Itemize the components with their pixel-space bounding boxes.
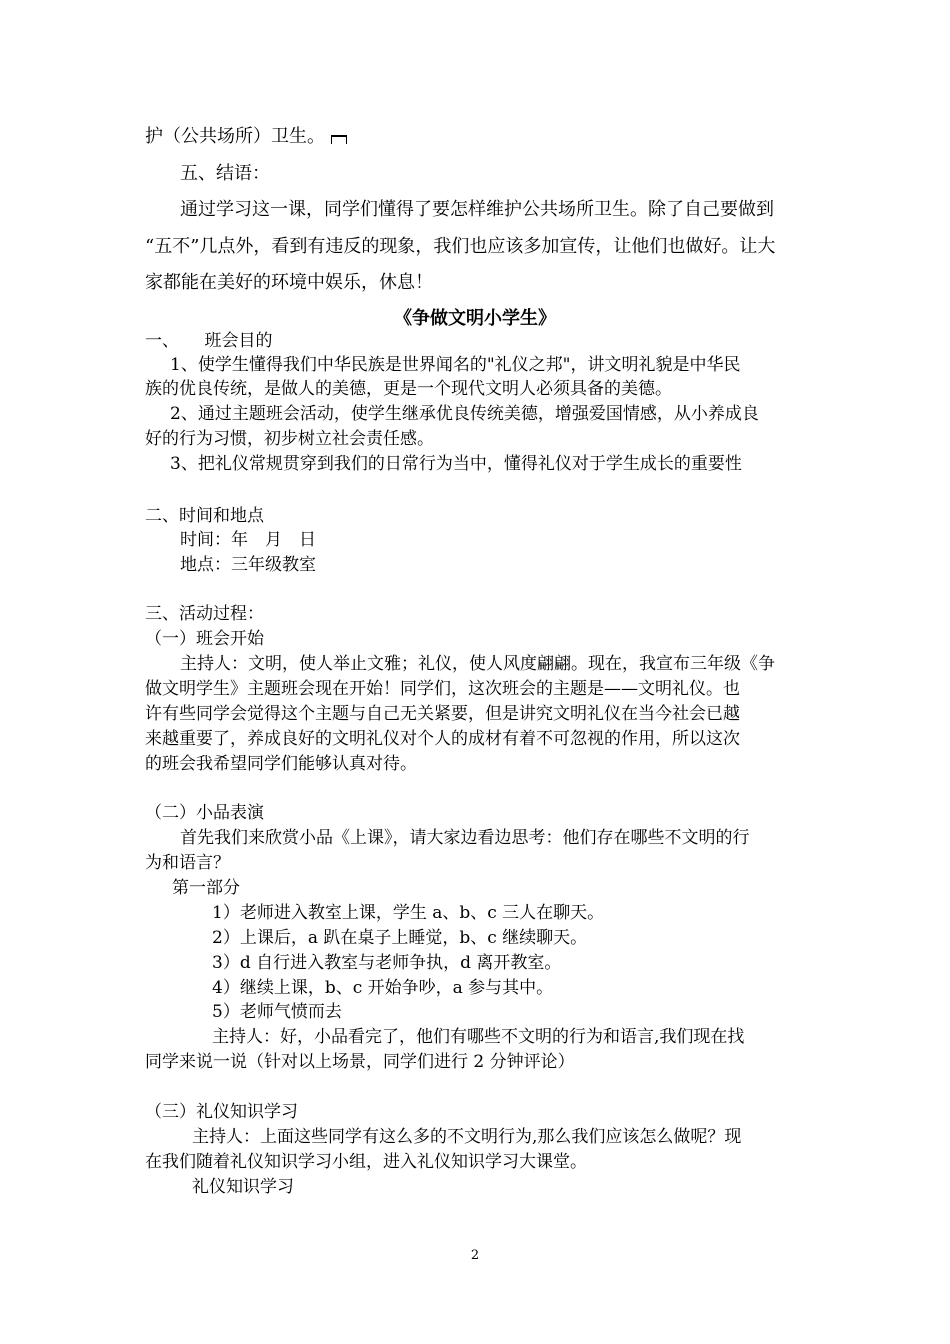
paragraph-line: 家都能在美好的环境中娱乐，休息！ xyxy=(145,272,433,293)
paragraph-line: 第一部分 xyxy=(172,878,240,898)
paragraph-line: 为和语言？ xyxy=(145,853,230,873)
section-heading: 三、活动过程： xyxy=(145,604,264,624)
page-number: 2 xyxy=(470,1248,480,1263)
paragraph-line: 族的优良传统，是做人的美德，更是一个现代文明人必须具备的美德。 xyxy=(145,379,672,399)
paragraph-line: 主持人：上面这些同学有这么多的不文明行为,那么我们应该怎么做呢？现 xyxy=(192,1127,742,1147)
paragraph-line: 通过学习这一课，同学们懂得了要怎样维护公共场所卫生。除了自己要做到 xyxy=(180,199,774,220)
section-heading: 一、 班会目的 xyxy=(145,331,273,351)
paragraph-line: 在我们随着礼仪知识学习小组，进入礼仪知识学习大课堂。 xyxy=(145,1152,587,1172)
list-item: 3）d 自行进入教室与老师争执，d 离开教室。 xyxy=(212,953,562,973)
paragraph-line: 地点：三年级教室 xyxy=(180,555,316,575)
paragraph-line: 许有些同学会觉得这个主题与自己无关紧要，但是讲究文明礼仪在当今社会已越 xyxy=(145,704,740,724)
paragraph-line: 做文明学生》主题班会现在开始！同学们，这次班会的主题是——文明礼仪。也 xyxy=(145,679,740,699)
subsection-heading: （二）小品表演 xyxy=(145,803,264,823)
subsection-heading: （一）班会开始 xyxy=(145,629,264,649)
paragraph-line: 礼仪知识学习 xyxy=(192,1177,294,1197)
paragraph-line: 同学来说一说（针对以上场景，同学们进行 2 分钟评论） xyxy=(145,1052,575,1072)
paragraph-line: 1、使学生懂得我们中华民族是世界闻名的"礼仪之邦"，讲文明礼貌是中华民 xyxy=(170,355,741,375)
paragraph-line: “五不”几点外，看到有违反的现象，我们也应该多加宣传，让他们也做好。让大 xyxy=(145,236,776,257)
paragraph-line: 时间：年 月 日 xyxy=(180,530,316,550)
list-item: 4）继续上课，b、c 开始争吵，a 参与其中。 xyxy=(212,978,554,998)
document-title: 《争做文明小学生》 xyxy=(394,308,556,329)
paragraph-line: 护（公共场所）卫生。 xyxy=(145,125,347,149)
paragraph-line: 好的行为习惯，初步树立社会责任感。 xyxy=(145,429,434,449)
subsection-heading: （三）礼仪知识学习 xyxy=(145,1102,298,1122)
section-heading: 五、结语： xyxy=(180,163,270,184)
list-item: 5）老师气愤而去 xyxy=(212,1002,342,1022)
paragraph-line: 来越重要了，养成良好的文明礼仪对个人的成材有着不可忽视的作用，所以这次 xyxy=(145,729,740,749)
paragraph-line: 2、通过主题班会活动，使学生继承优良传统美德，增强爱国情感，从小养成良 xyxy=(170,404,759,424)
return-mark-icon xyxy=(331,135,347,144)
list-item: 1）老师进入教室上课，学生 a、b、c 三人在聊天。 xyxy=(212,903,605,923)
paragraph-line: 的班会我希望同学们能够认真对待。 xyxy=(145,754,417,774)
paragraph-line: 主持人：文明，使人举止文雅；礼仪，使人风度翩翩。现在，我宣布三年级《争 xyxy=(180,654,775,674)
paragraph-line: 首先我们来欣赏小品《上课》，请大家边看边思考：他们存在哪些不文明的行 xyxy=(180,828,750,848)
paragraph-line: 主持人：好，小品看完了，他们有哪些不文明的行为和语言,我们现在找 xyxy=(212,1027,745,1047)
section-heading: 二、时间和地点 xyxy=(145,506,264,526)
paragraph-line: 3、把礼仪常规贯穿到我们的日常行为当中，懂得礼仪对于学生成长的重要性 xyxy=(170,454,742,474)
list-item: 2）上课后，a 趴在桌子上睡觉，b、c 继续聊天。 xyxy=(212,928,588,948)
